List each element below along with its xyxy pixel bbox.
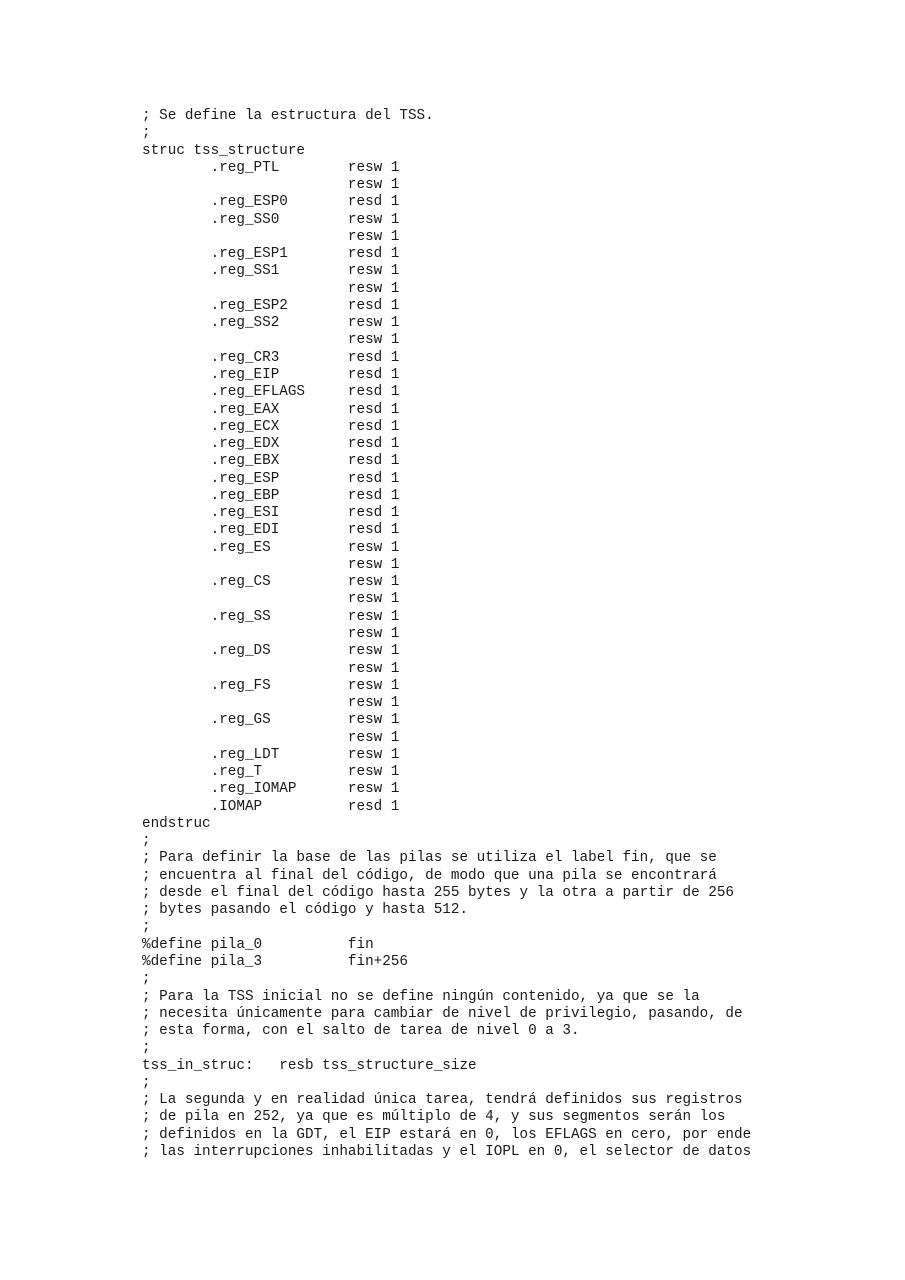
code-line: .reg_EFLAGS resd 1 [142, 384, 400, 401]
code-line: %define pila_0 fin [142, 936, 374, 953]
code-line: ; de pila en 252, ya que es múltiplo de 4, y sus segmentos serán los [142, 1109, 726, 1126]
code-line: resw 1 [142, 228, 400, 245]
code-line: ; [142, 125, 151, 142]
code-line: .IOMAP resd 1 [142, 798, 400, 815]
code-listing [142, 108, 751, 1161]
code-line: .reg_PTL resw 1 [142, 159, 400, 176]
code-line: .reg_ESP resd 1 [142, 470, 400, 487]
code-line: ; La segunda y en realidad única tarea, tendrá definidos sus registros [142, 1092, 743, 1109]
code-line: ; definidos en la GDT, el EIP estará en 0, los EFLAGS en cero, por ende [142, 1126, 752, 1143]
code-line: .reg_CR3 resd 1 [142, 349, 400, 366]
code-line: .reg_ESP1 resd 1 [142, 246, 400, 263]
code-line: .reg_SS2 resw 1 [142, 315, 400, 332]
code-line: .reg_EBX resd 1 [142, 453, 400, 470]
code-line: .reg_ES resw 1 [142, 539, 400, 556]
code-line: tss_in_struc: resb tss_structure_size [142, 1057, 477, 1074]
code-line: ; bytes pasando el código y hasta 512. [142, 902, 469, 919]
code-line: %define pila_3 fin+256 [142, 954, 408, 971]
code-line: resw 1 [142, 280, 400, 297]
code-line: ; Para la TSS inicial no se define ningún contenido, ya que se la [142, 988, 700, 1005]
code-line: .reg_GS resw 1 [142, 712, 400, 729]
code-line: .reg_ESI resd 1 [142, 505, 400, 522]
code-line: ; [142, 1074, 151, 1091]
code-line: ; necesita únicamente para cambiar de nivel de privilegio, pasando, de [142, 1005, 743, 1022]
code-line: ; [142, 919, 151, 936]
code-line: struc tss_structure [142, 142, 306, 159]
code-line: resw 1 [142, 729, 400, 746]
code-line: .reg_IOMAP resw 1 [142, 781, 400, 798]
code-line: .reg_EAX resd 1 [142, 401, 400, 418]
code-line: ; desde el final del código hasta 255 bytes y la otra a partir de 256 [142, 884, 734, 901]
code-line: endstruc [142, 815, 211, 832]
code-line: resw 1 [142, 177, 400, 194]
code-line: .reg_EIP resd 1 [142, 366, 400, 383]
code-line: .reg_EDI resd 1 [142, 522, 400, 539]
code-line: .reg_LDT resw 1 [142, 746, 400, 763]
code-line: resw 1 [142, 591, 400, 608]
code-line: .reg_ESP2 resd 1 [142, 297, 400, 314]
code-line: .reg_SS1 resw 1 [142, 263, 400, 280]
code-line: ; [142, 971, 151, 988]
code-line: ; Se define la estructura del TSS. [142, 108, 434, 124]
code-line: ; esta forma, con el salto de tarea de nivel 0 a 3. [142, 1023, 580, 1040]
code-line: resw 1 [142, 660, 400, 677]
code-line: .reg_ECX resd 1 [142, 418, 400, 435]
code-line: .reg_CS resw 1 [142, 574, 400, 591]
code-line: ; las interrupciones inhabilitadas y el IOPL en 0, el selector de datos [142, 1143, 752, 1160]
code-line: ; encuentra al final del código, de modo que una pila se encontrará [142, 867, 717, 884]
code-line: ; [142, 1040, 151, 1057]
code-line: resw 1 [142, 625, 400, 642]
code-line: resw 1 [142, 556, 400, 573]
code-line: .reg_T resw 1 [142, 764, 400, 781]
code-line: .reg_EDX resd 1 [142, 436, 400, 453]
code-line: .reg_DS resw 1 [142, 643, 400, 660]
code-line: .reg_ESP0 resd 1 [142, 194, 400, 211]
code-line: .reg_SS0 resw 1 [142, 211, 400, 228]
code-line: .reg_FS resw 1 [142, 677, 400, 694]
code-line: resw 1 [142, 332, 400, 349]
code-line: ; [142, 833, 151, 850]
code-line: ; Para definir la base de las pilas se utiliza el label fin, que se [142, 850, 717, 867]
code-line: .reg_SS resw 1 [142, 608, 400, 625]
code-line: .reg_EBP resd 1 [142, 487, 400, 504]
code-line: resw 1 [142, 695, 400, 712]
